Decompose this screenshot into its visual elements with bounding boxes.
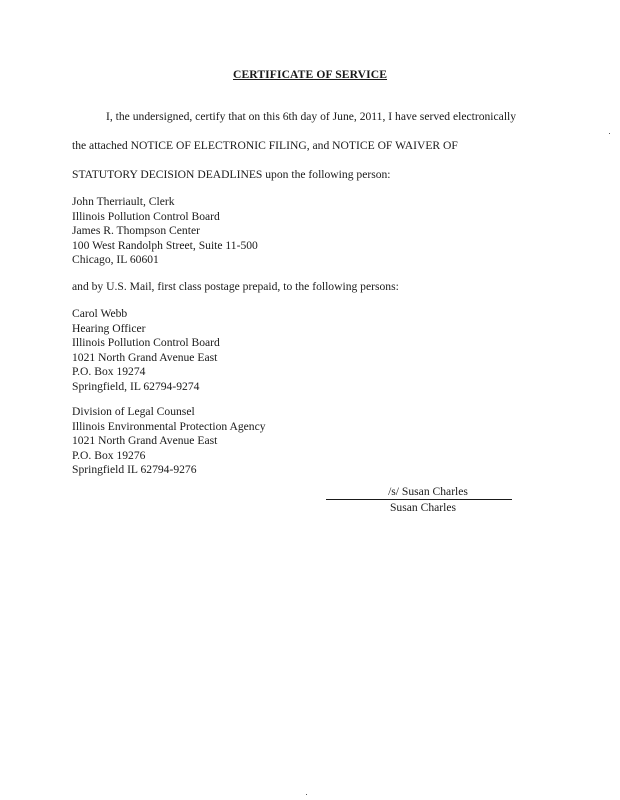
address-line: Illinois Pollution Control Board xyxy=(72,209,220,223)
intro-line-1: I, the undersigned, certify that on this 6th day of June, 2011, I have served electronically xyxy=(106,110,517,123)
address-line: John Therriault, Clerk xyxy=(72,195,175,208)
scan-speck xyxy=(306,794,307,795)
address-line: James R. Thompson Center xyxy=(72,224,200,238)
scan-speck xyxy=(609,133,610,134)
address-line: Illinois Pollution Control Board xyxy=(72,336,220,350)
address-line: P.O. Box 19274 xyxy=(72,365,146,379)
address-line: Chicago, IL 60601 xyxy=(72,253,159,267)
address-block-hearing-officer xyxy=(72,307,220,395)
address-line: Springfield IL 62794-9276 xyxy=(72,463,197,477)
address-line: Carol Webb xyxy=(72,307,128,320)
signature-line xyxy=(326,485,512,500)
intro-line-3: STATUTORY DECISION DEADLINES upon the following person: xyxy=(72,168,391,181)
mail-statement: and by U.S. Mail, first class postage prepaid, to the following persons: xyxy=(72,280,399,293)
electronic-signature: /s/ Susan Charles xyxy=(388,485,468,498)
signature-block xyxy=(326,485,512,516)
address-line: 100 West Randolph Street, Suite 11-500 xyxy=(72,238,258,252)
address-line: 1021 North Grand Avenue East xyxy=(72,434,218,448)
address-line: Springfield, IL 62794-9274 xyxy=(72,379,200,393)
address-line: P.O. Box 19276 xyxy=(72,448,146,462)
document-title: CERTIFICATE OF SERVICE xyxy=(232,68,388,81)
intro-line-2: the attached NOTICE OF ELECTRONIC FILING, and NOTICE OF WAIVER OF xyxy=(72,139,458,152)
address-line: Illinois Environmental Protection Agency xyxy=(72,419,266,433)
address-line: 1021 North Grand Avenue East xyxy=(72,350,218,364)
address-block-clerk xyxy=(72,195,258,268)
signer-name: Susan Charles xyxy=(389,501,456,514)
address-line: Division of Legal Counsel xyxy=(72,405,195,418)
address-line: Hearing Officer xyxy=(72,321,146,335)
address-block-legal-counsel xyxy=(72,405,266,478)
